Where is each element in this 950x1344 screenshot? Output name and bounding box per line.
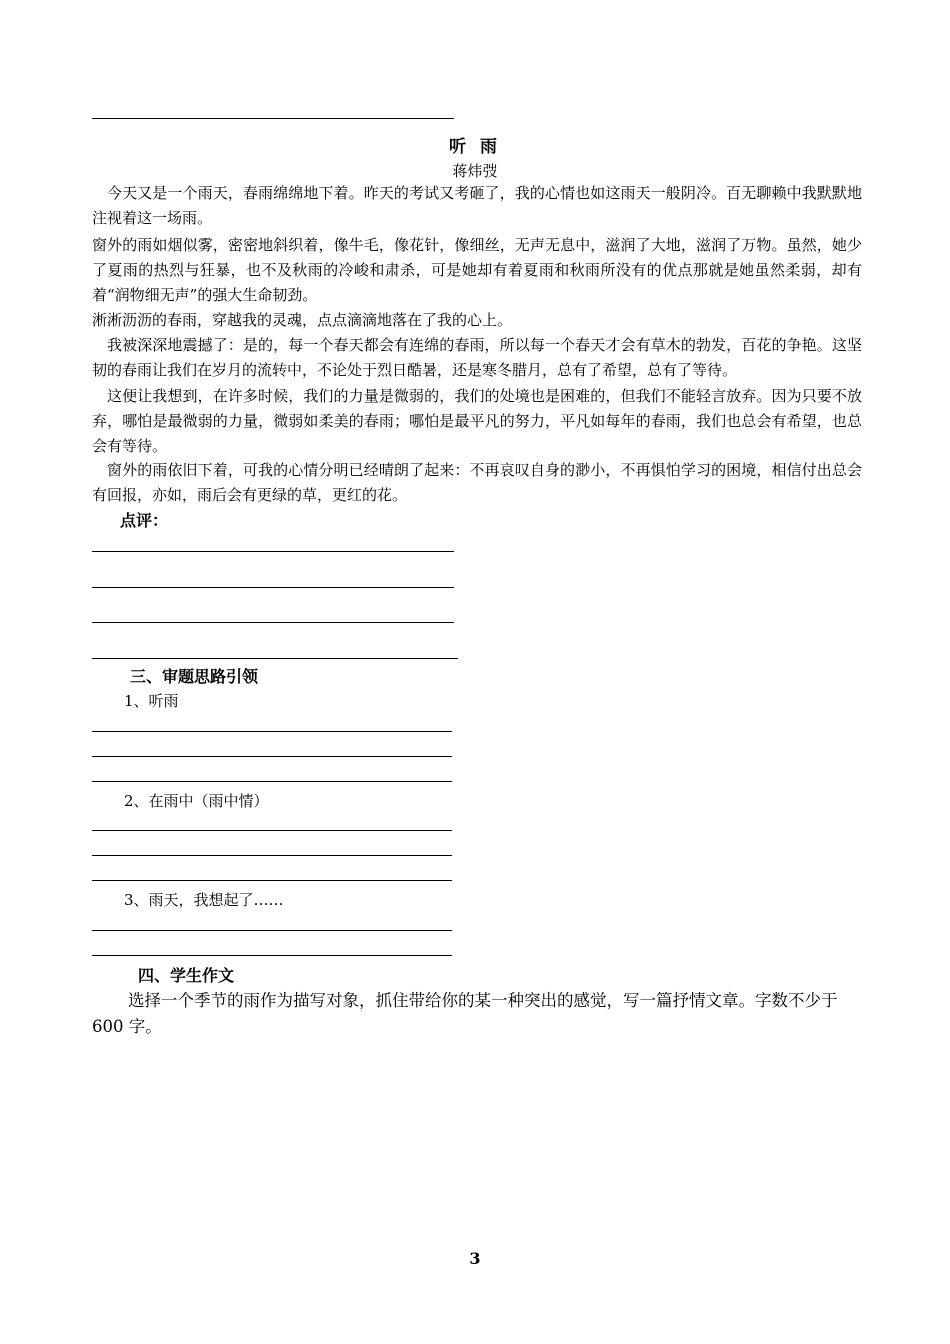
- essay-paragraph: 今天又是一个雨天，春雨绵绵地下着。昨天的考试又考砸了，我的心情也如这雨天一般阴冷。百无聊赖中我默默地注视着这一场雨。: [92, 184, 862, 227]
- essay-paragraph: 这便让我想到，在许多时候，我们的力量是微弱的，我们的处境也是困难的，但我们不能轻言放弃。因为只要不放弃，哪怕是最微弱的力量，微弱如柔美的春雨；哪怕是最平凡的努力，平凡如每年的春雨，我们也总会有希望，也总会有等待。: [92, 387, 862, 455]
- section3-item: 2、在雨中（雨中情）: [124, 792, 269, 810]
- comment-label: 点评：: [120, 511, 169, 530]
- answer-line: [92, 781, 452, 782]
- essay-paragraph: 淅淅沥沥的春雨，穿越我的灵魂，点点滴滴地落在了我的心上。: [92, 311, 513, 329]
- essay-paragraph: 窗外的雨依旧下着，可我的心情分明已经晴朗了起来：不再哀叹自身的渺小，不再惧怕学习的困境，相信付出总会有回报，亦如，雨后会有更绿的草，更红的花。: [92, 461, 862, 504]
- page-number: 3: [469, 1249, 481, 1268]
- essay-title: 听 雨: [449, 137, 501, 157]
- answer-line: [92, 880, 452, 881]
- answer-line: [92, 930, 452, 931]
- answer-line: [92, 587, 454, 588]
- writing-task: 选择一个季节的雨作为描写对象，抓住带给你的某一种突出的感觉，写一篇抒情文章。字数不少于 600 字。: [92, 991, 838, 1036]
- section4-heading: 四、学生作文: [138, 966, 235, 985]
- answer-line: [92, 622, 454, 623]
- section3-heading: 三、审题思路引领: [130, 667, 259, 686]
- answer-line: [92, 731, 452, 732]
- essay-author: 蒋炜弢: [452, 162, 498, 180]
- answer-line: [92, 756, 452, 757]
- answer-line: [92, 551, 454, 552]
- answer-line: [92, 955, 452, 956]
- essay-paragraph: 窗外的雨如烟似雾，密密地斜织着，像牛毛，像花针，像细丝，无声无息中，滋润了大地，滋润了万物。虽然，她少了夏雨的热烈与狂暴，也不及秋雨的冷峻和肃杀，可是她却有着夏雨和秋雨所没有的优点那就是她虽然柔弱，却有着“润物细无声”的强大生命韧劲。: [92, 236, 862, 304]
- essay-paragraph: 我被深深地震撼了：是的，每一个春天都会有连绵的春雨，所以每一个春天才会有草木的勃发，百花的争艳。这坚韧的春雨让我们在岁月的流转中，不论处于烈日酷暑，还是寒冬腊月，总有了希望，总有了等待。: [92, 336, 862, 379]
- section3-item: 1、听雨: [124, 692, 179, 710]
- top-rule: [92, 118, 454, 119]
- answer-line: [92, 855, 452, 856]
- section3-item: 3、雨天，我想起了……: [124, 891, 284, 909]
- answer-line: [92, 658, 458, 659]
- answer-line: [92, 830, 452, 831]
